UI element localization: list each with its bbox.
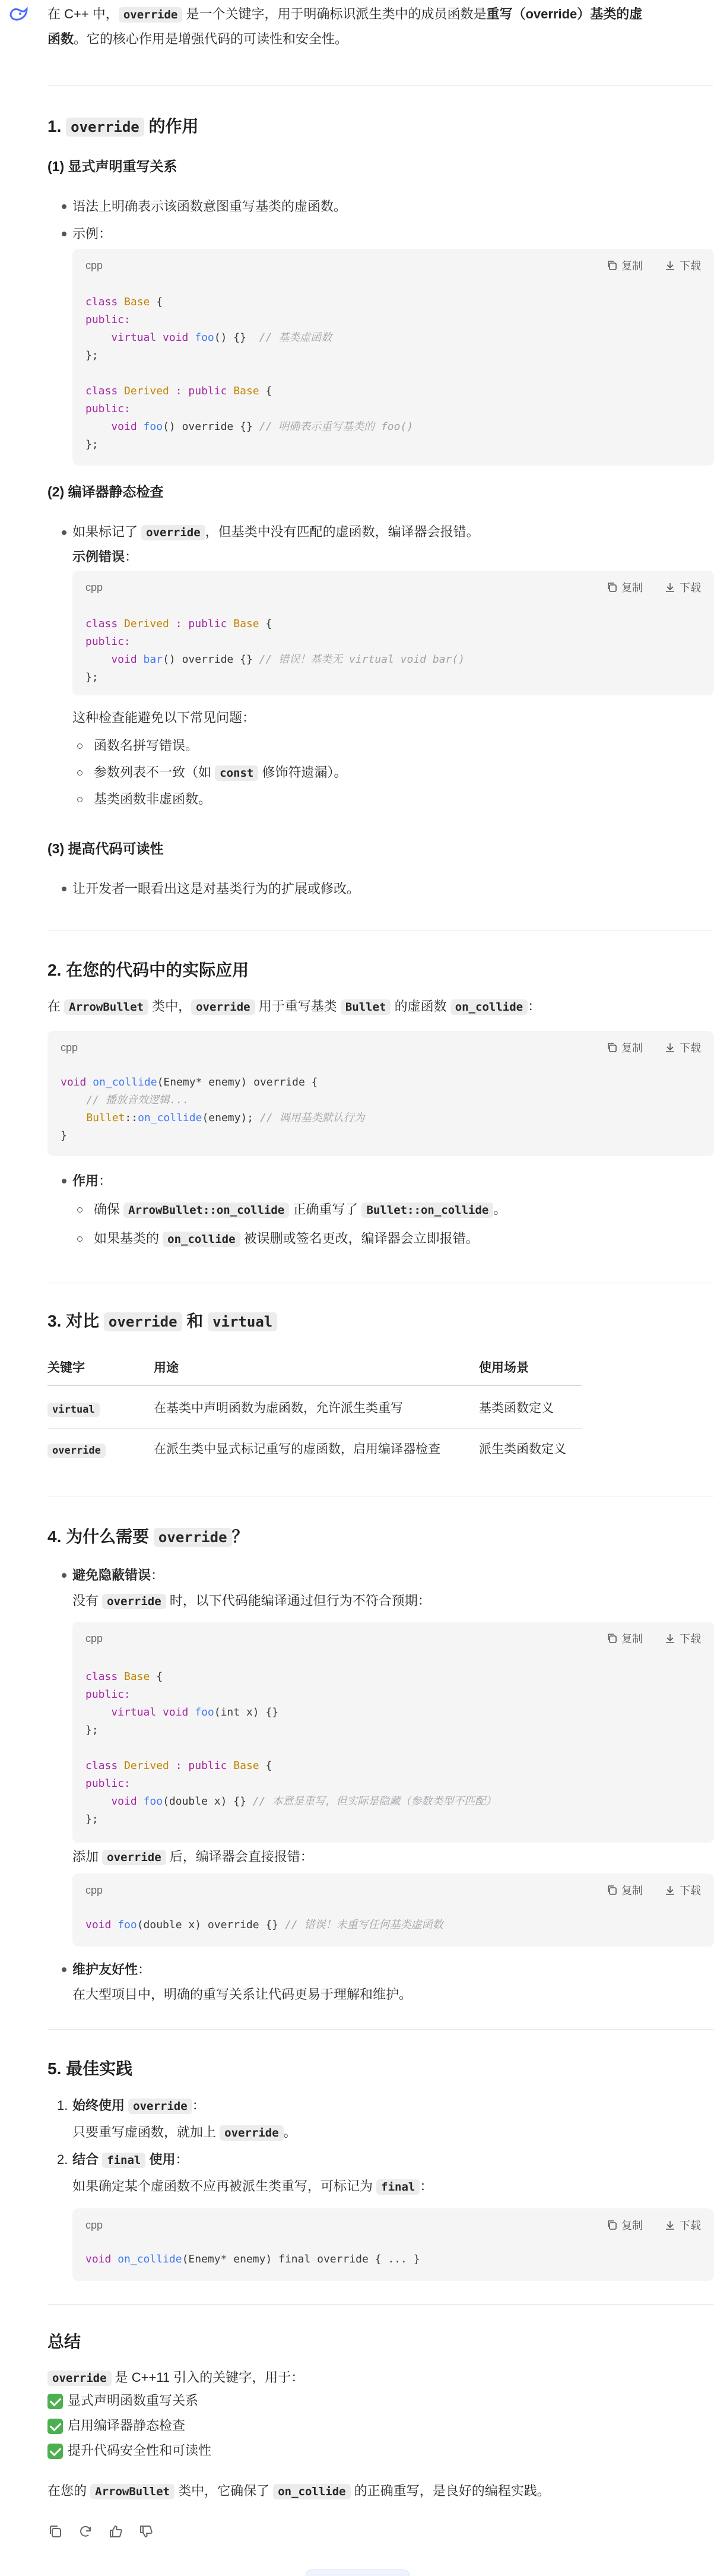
list-item: 避免隐蔽错误： [72, 1568, 164, 1583]
check-icon [47, 2394, 63, 2409]
list-item: 示例： [72, 226, 112, 241]
copy-icon [606, 581, 618, 593]
list-item: 确保 ArrowBullet::on_collide 正确重写了 Bullet::on_collide 。 [94, 1202, 507, 1217]
copy-button[interactable]: 复制 [606, 580, 643, 595]
list-item: 结合 final 使用： [72, 2152, 189, 2167]
intro-line-1: 在 C++ 中， override 是一个关键字，用于明确标识派生类中的成员函数是重写（override）基类的虚 [47, 7, 643, 21]
copy-button[interactable]: 复制 [606, 1040, 643, 1055]
table-header: 用途 [154, 1361, 179, 1375]
divider [47, 2029, 713, 2030]
code-content: void on_collide(Enemy* enemy) final override { ... } [85, 2253, 420, 2265]
code-language: cpp [85, 1632, 103, 1644]
code-content: class Base { public: virtual void foo() {} // 基类虚函数 }; class Derived : public Base { public: void foo() override {} // 明确表示重写基类的 foo() }; [85, 296, 414, 451]
list-number: 2. [57, 2152, 68, 2167]
bullet [62, 204, 66, 209]
code-block-5 [72, 1874, 714, 1947]
sub-heading-2: (2) 编译器静态检查 [47, 484, 164, 499]
download-button[interactable]: 下载 [664, 580, 701, 595]
download-button[interactable]: 下载 [664, 1882, 701, 1898]
check-icon [47, 2444, 63, 2459]
list-item: 语法上明确表示该函数意图重写基类的虚函数。 [72, 199, 347, 214]
divider [47, 2304, 713, 2305]
download-icon [664, 1884, 676, 1896]
list-item-text: 没有 override 时，以下代码能编译通过但行为不符合预期： [72, 1593, 431, 1608]
code-language: cpp [85, 260, 103, 271]
section-4-title: 4. 为什么需要 override ？ [47, 1527, 249, 1546]
code-language: cpp [61, 1042, 78, 1053]
copy-icon [47, 2524, 63, 2539]
bullet [62, 1967, 66, 1972]
assistant-logo-icon [7, 5, 28, 26]
dislike-button[interactable] [138, 2524, 156, 2542]
scroll-indicator[interactable] [306, 2569, 410, 2576]
list-item: 维护友好性： [72, 1962, 151, 1977]
code-language: cpp [85, 1884, 103, 1896]
download-button[interactable]: 下载 [664, 2217, 701, 2233]
list-item-text: 只要重写虚函数，就加上 override 。 [72, 2125, 297, 2140]
sub-heading-1: (1) 显式声明重写关系 [47, 159, 177, 174]
bullet [62, 1573, 66, 1578]
list-item: 始终使用 override ： [72, 2098, 205, 2113]
code-content: void foo(double x) override {} // 错误！未重写任何基类虚函数 [85, 1919, 443, 1931]
table-row: virtual [47, 1399, 100, 1419]
download-icon [664, 1632, 676, 1644]
code-content: class Derived : public Base { public: void bar() override {} // 错误！基类无 virtual void bar() }; [85, 618, 465, 683]
section-5-title: 5. 最佳实践 [47, 2059, 133, 2078]
bullet [62, 530, 66, 535]
list-item: 函数名拼写错误。 [94, 738, 199, 753]
table-header: 关键字 [47, 1361, 85, 1375]
list-item: 如果基类的 on_collide 被误删或签名更改，编译器会立即报错。 [94, 1231, 479, 1246]
list-item: 如果标记了 override ，但基类中没有匹配的虚函数，编译器会报错。 [72, 524, 480, 539]
copy-icon [606, 2219, 618, 2231]
copy-button[interactable]: 复制 [606, 2217, 643, 2233]
bullet [77, 1236, 82, 1242]
copy-icon [606, 1884, 618, 1896]
list-item-text: 在大型项目中，明确的重写关系让代码更易于理解和维护。 [72, 1987, 412, 2002]
table-divider [47, 1385, 582, 1386]
bullet [62, 887, 66, 891]
copy-button[interactable]: 复制 [606, 1882, 643, 1898]
copy-icon [606, 260, 618, 271]
bullet [77, 743, 82, 749]
list-item: 基类函数非虚函数。 [94, 792, 212, 806]
thumbs-down-icon [138, 2524, 154, 2539]
bullet [77, 1207, 82, 1213]
code-block-2 [72, 571, 714, 695]
summary-item: 提升代码安全性和可读性 [68, 2443, 212, 2458]
refresh-icon [78, 2524, 93, 2539]
table-cell: 基类函数定义 [479, 1401, 554, 1415]
copy-icon [606, 1042, 618, 1053]
copy-message-button[interactable] [47, 2524, 65, 2542]
role-label: 作用： [72, 1173, 112, 1188]
section-1-title: 1. override 的作用 [47, 117, 199, 135]
bullet [62, 1179, 66, 1183]
code-language: cpp [85, 2219, 103, 2231]
check-intro: 这种检查能避免以下常见问题： [72, 710, 256, 725]
summary-intro: override 是 C++11 引入的关键字，用于： [47, 2368, 304, 2388]
section-2-paragraph: 在 ArrowBullet 类中， override 用于重写基类 Bullet 的虚函数 on_collide ： [47, 999, 541, 1014]
summary-item: 启用编译器静态检查 [68, 2418, 186, 2433]
download-icon [664, 581, 676, 593]
bullet [62, 232, 66, 236]
list-number: 1. [57, 2098, 68, 2113]
list-item: 让开发者一眼看出这是对基类行为的扩展或修改。 [72, 881, 360, 896]
code-block-4 [72, 1622, 714, 1843]
check-icon [47, 2419, 63, 2434]
table-cell: 派生类函数定义 [479, 1442, 566, 1456]
download-icon [664, 2219, 676, 2231]
section-3-title: 3. 对比 override 和 virtual [47, 1309, 277, 1334]
thumbs-up-icon [108, 2524, 123, 2539]
code-block-3 [47, 1031, 714, 1156]
list-item-text: 添加 override 后，编译器会直接报错： [72, 1849, 313, 1864]
sub-heading-3: (3) 提高代码可读性 [47, 841, 164, 856]
download-button[interactable]: 下载 [664, 1040, 701, 1055]
like-button[interactable] [108, 2524, 126, 2542]
divider [47, 85, 713, 86]
table-header: 使用场景 [479, 1361, 529, 1375]
code-content: class Base { public: virtual void foo(int x) {} }; class Derived : public Base { public: void foo(double x) {} // 本意是重写，但实际是隐藏（参数类型不匹配） }; [85, 1670, 497, 1825]
download-button[interactable]: 下载 [664, 258, 701, 273]
code-content: void on_collide(Enemy* enemy) override { // 播放音效逻辑... Bullet::on_collide(enemy); // 调用基类默认行为 } [61, 1076, 365, 1142]
example-error-label: 示例错误： [72, 549, 138, 564]
bullet [77, 797, 82, 802]
table-cell: 在派生类中显式标记重写的虚函数，启用编译器检查 [154, 1442, 440, 1456]
regenerate-button[interactable] [78, 2524, 96, 2542]
download-button[interactable]: 下载 [664, 1631, 701, 1646]
code-language: cpp [85, 581, 103, 593]
summary-item: 显式声明函数重写关系 [68, 2393, 199, 2408]
section-2-title: 2. 在您的代码中的实际应用 [47, 961, 249, 979]
summary-title: 总结 [47, 2333, 81, 2351]
download-icon [664, 260, 676, 271]
list-item: 参数列表不一致（如 const 修饰符遗漏）。 [94, 765, 347, 780]
code-block-6 [72, 2208, 714, 2281]
copy-icon [606, 1632, 618, 1644]
list-item-text: 如果确定某个虚函数不应再被派生类重写，可标记为 final ： [72, 2179, 433, 2194]
summary-conclusion: 在您的 ArrowBullet 类中，它确保了 on_collide 的正确重写，是良好的编程实践。 [47, 2483, 550, 2498]
table-divider [47, 1428, 582, 1429]
download-icon [664, 1042, 676, 1053]
table-row: override [47, 1440, 106, 1460]
code-block-1 [72, 249, 714, 466]
copy-button[interactable]: 复制 [606, 1631, 643, 1646]
copy-button[interactable]: 复制 [606, 258, 643, 273]
bullet [77, 770, 82, 776]
table-cell: 在基类中声明函数为虚函数，允许派生类重写 [154, 1401, 403, 1415]
intro-line-2: 函数。它的核心作用是增强代码的可读性和安全性。 [47, 31, 348, 46]
